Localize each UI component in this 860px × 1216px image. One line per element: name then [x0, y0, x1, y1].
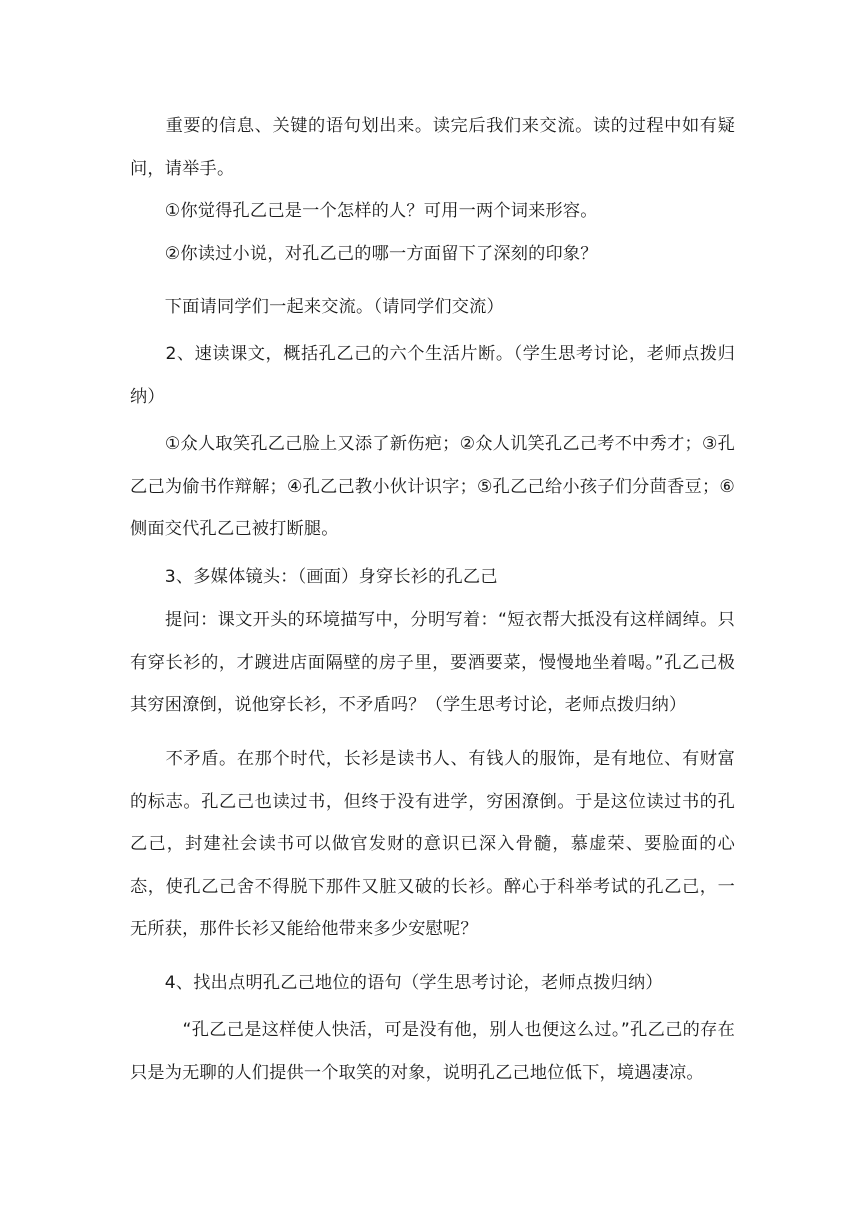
paragraph-step-2: 2、速读课文，概括孔乙己的六个生活片断。（学生思考讨论，老师点拨归纳）: [130, 344, 735, 407]
paragraph-intro-instruction: 重要的信息、关键的语句划出来。读完后我们来交流。读的过程中如有疑问，请举手。: [130, 116, 735, 179]
paragraph-question-2: ②你读过小说，对孔乙己的哪一方面留下了深刻的印象？: [130, 244, 598, 264]
paragraph-status-quote: “孔乙己是这样使人快活，可是没有他，别人也便这么过。”孔乙己的存在只是为无聊的人们提供一个取笑的对象，说明孔乙己地位低下，境遇凄凉。: [130, 1020, 735, 1083]
paragraph-question-gown: 提问：课文开头的环境描写中，分明写着：“短衣帮大抵没有这样阔绰。只有穿长衫的，才踱进店面隔壁的房子里，要酒要菜，慢慢地坐着喝。”孔乙己极其穷困潦倒，说他穿长衫，不矛盾吗？（学生思考讨论，老师点拨归纳）: [130, 610, 735, 715]
paragraph-six-episodes: ①众人取笑孔乙己脸上又添了新伤疤；②众人讥笑孔乙己考不中秀才；③孔乙己为偷书作辩解；④孔乙己教小伙计识字；⑤孔乙己给小孩子们分茴香豆；⑥侧面交代孔乙己被打断腿。: [130, 434, 735, 539]
paragraph-step-4: 4、找出点明孔乙己地位的语句（学生思考讨论，老师点拨归纳）: [130, 973, 663, 993]
paragraph-exchange: 下面请同学们一起来交流。（请同学们交流）: [130, 297, 504, 317]
paragraph-step-3: 3、多媒体镜头：（画面）身穿长衫的孔乙己: [130, 567, 498, 587]
paragraph-answer-gown: 不矛盾。在那个时代，长衫是读书人、有钱人的服饰，是有地位、有财富的标志。孔乙己也读过书，但终于没有进学，穷困潦倒。于是这位读过书的孔乙己，封建社会读书可以做官发财的意识已深入骨髓，慕虚荣、要脸面的心态，使孔乙己舍不得脱下那件又脏又破的长衫。醉心于科举考试的孔乙己，一无所获，那件长衫又能给他带来多少安慰呢？: [130, 749, 735, 939]
paragraph-question-1: ①你觉得孔乙己是一个怎样的人？可用一两个词来形容。: [130, 201, 598, 221]
